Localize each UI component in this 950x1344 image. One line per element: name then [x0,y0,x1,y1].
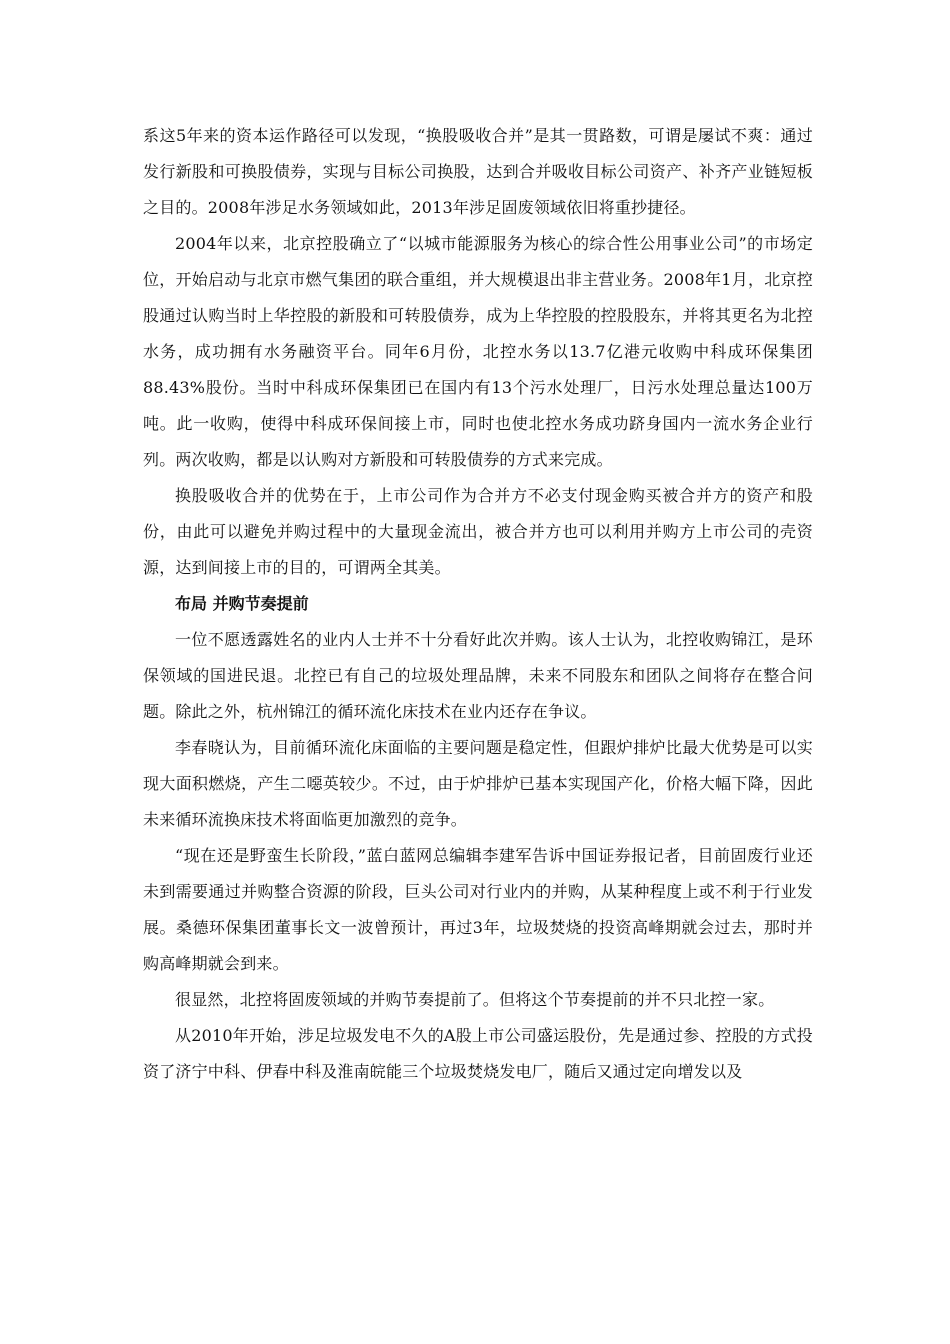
document-body [143,118,813,1090]
paragraph-4: 一位不愿透露姓名的业内人士并不十分看好此次并购。该人士认为，北控收购锦江，是环保领域的国进民退。北控已有自己的垃圾处理品牌，未来不同股东和团队之间将存在整合问题。除此之外，杭州锦江的循环流化床技术在业内还存在争议。 [143,630,813,721]
section-heading: 布局 并购节奏提前 [175,594,309,613]
paragraph-5: 李春晓认为，目前循环流化床面临的主要问题是稳定性，但跟炉排炉比最大优势是可以实现大面积燃烧，产生二噁英较少。不过，由于炉排炉已基本实现国产化，价格大幅下降，因此未来循环流换床技术将面临更加激烈的竞争。 [143,738,813,829]
paragraph-1: 系这5年来的资本运作路径可以发现，“换股吸收合并”是其一贯路数，可谓是屡试不爽：通过发行新股和可换股债券，实现与目标公司换股，达到合并吸收目标公司资产、补齐产业链短板之目的。2008年涉足水务领域如此，2013年涉足固废领域依旧将重抄捷径。 [143,126,813,217]
paragraph-2: 2004年以来，北京控股确立了“以城市能源服务为核心的综合性公用事业公司”的市场定位，开始启动与北京市燃气集团的联合重组，并大规模退出非主营业务。2008年1月，北京控股通过认购当时上华控股的新股和可转股债券，成为上华控股的控股股东，并将其更名为北控水务，成功拥有水务融资平台。同年6月份，北控水务以13.7亿港元收购中科成环保集团88.43%股份。当时中科成环保集团已在国内有13个污水处理厂，日污水处理总量达100万吨。此一收购，使得中科成环保间接上市，同时也使北控水务成功跻身国内一流水务企业行列。两次收购，都是以认购对方新股和可转股债券的方式来完成。 [143,234,813,469]
paragraph-6: “现在还是野蛮生长阶段，”蓝白蓝网总编辑李建军告诉中国证券报记者，目前固废行业还未到需要通过并购整合资源的阶段，巨头公司对行业内的并购，从某种程度上或不利于行业发展。桑德环保集团董事长文一波曾预计，再过3年，垃圾焚烧的投资高峰期就会过去，那时并购高峰期就会到来。 [143,846,813,973]
paragraph-7: 很显然，北控将固废领域的并购节奏提前了。但将这个节奏提前的并不只北控一家。 [175,990,775,1009]
paragraph-8: 从2010年开始，涉足垃圾发电不久的A股上市公司盛运股份，先是通过参、控股的方式投资了济宁中科、伊春中科及淮南皖能三个垃圾焚烧发电厂，随后又通过定向增发以及 [143,1026,813,1081]
paragraph-3: 换股吸收合并的优势在于，上市公司作为合并方不必支付现金购买被合并方的资产和股份，由此可以避免并购过程中的大量现金流出，被合并方也可以利用并购方上市公司的壳资源，达到间接上市的目的，可谓两全其美。 [143,486,813,577]
